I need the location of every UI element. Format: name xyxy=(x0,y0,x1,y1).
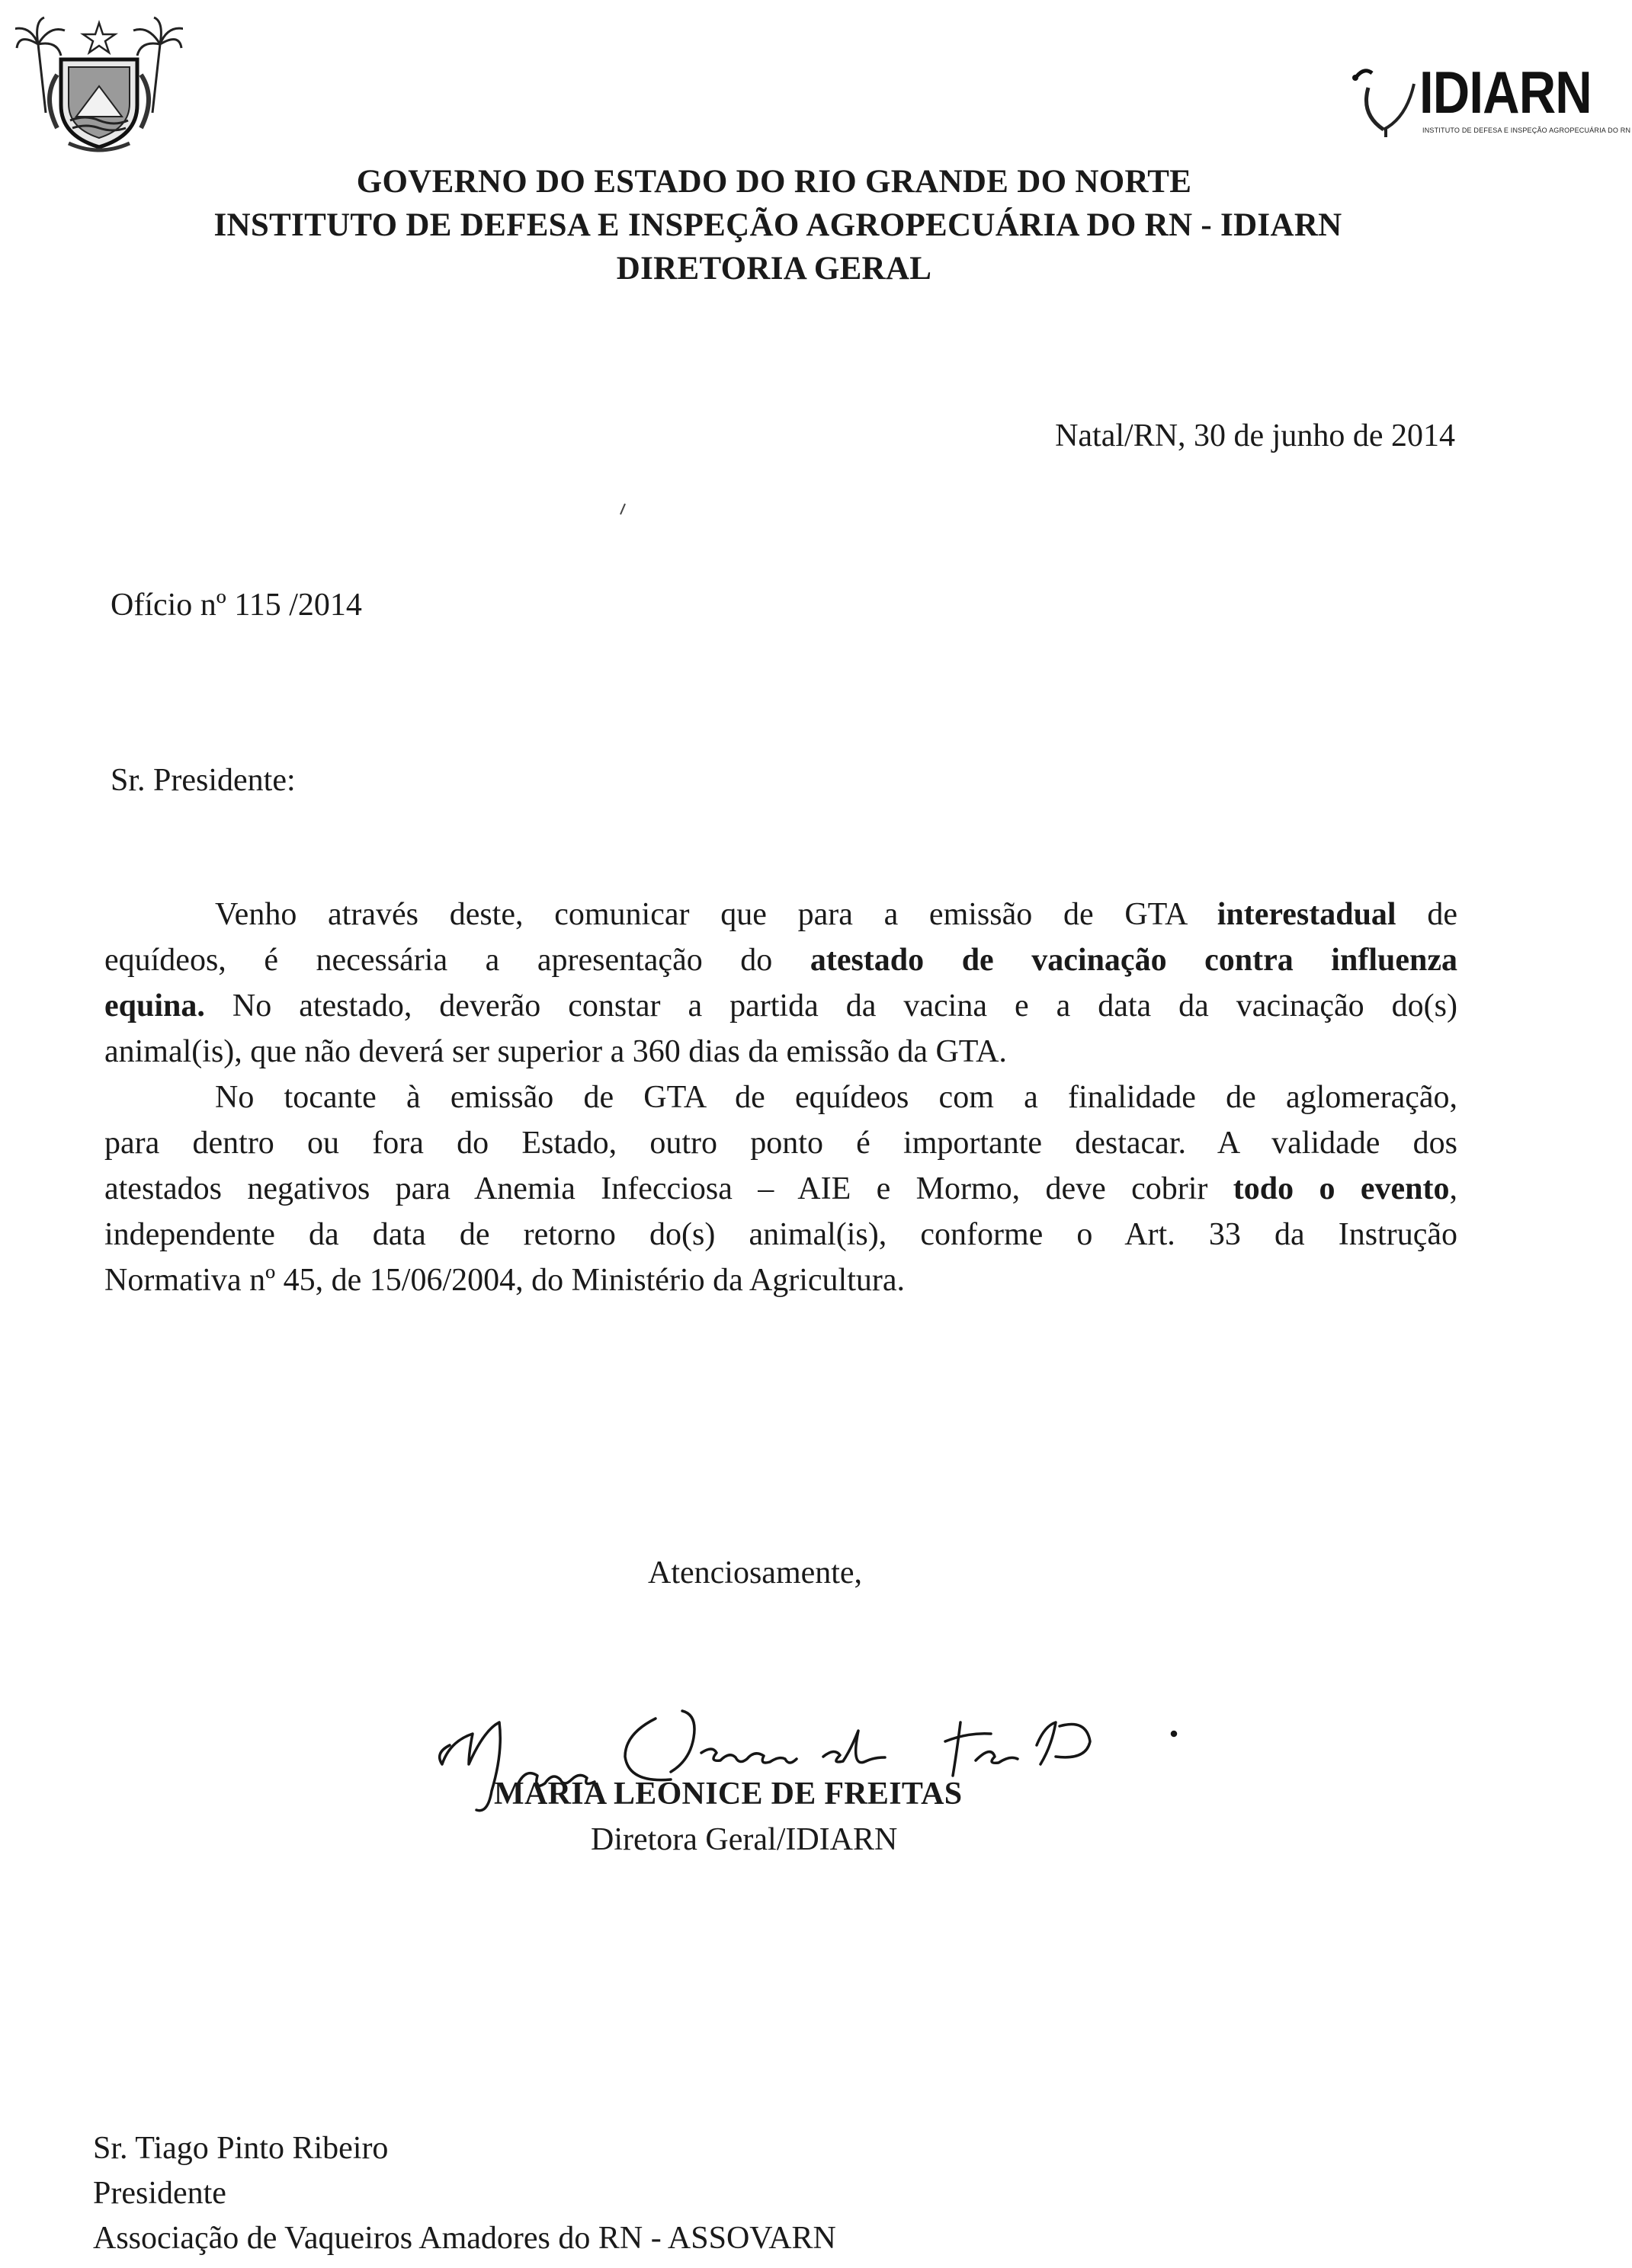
p1-line-1: Venho através deste, comunicar que para a emissão de GTA interestadual de xyxy=(215,897,1457,932)
recipient-block xyxy=(93,2126,836,2261)
p2-line-5: Normativa nº 45, de 15/06/2004, do Ministério da Agricultura. xyxy=(104,1263,906,1298)
header-institute: INSTITUTO DE DEFESA E INSPEÇÃO AGROPECUÁRIA DO RN - IDIARN xyxy=(213,207,1342,243)
header-government: GOVERNO DO ESTADO DO RIO GRANDE DO NORTE xyxy=(356,164,1192,200)
p2-line-2: para dentro ou fora do Estado, outro ponto é importante destacar. A validade dos xyxy=(104,1126,1457,1161)
stray-pen-mark xyxy=(619,503,627,515)
coat-of-arms-logo xyxy=(15,14,183,159)
recipient-name: Sr. Tiago Pinto Ribeiro xyxy=(93,2131,389,2166)
closing: Atenciosamente, xyxy=(648,1555,863,1590)
idiarn-wordmark: IDIARN xyxy=(1419,59,1592,126)
p1-line-2: equídeos, é necessária a apresentação do atestado de vacinação contra influenza xyxy=(104,943,1457,978)
recipient-organization: Associação de Vaqueiros Amadores do RN - ASSOVARN xyxy=(93,2221,836,2256)
p1-line-4: animal(is), que não deverá ser superior a 360 dias da emissão da GTA. xyxy=(104,1034,1007,1069)
letter-body xyxy=(104,892,1457,1303)
signer-name: MARIA LEONICE DE FREITAS xyxy=(494,1776,963,1812)
recipient-role: Presidente xyxy=(93,2176,226,2211)
salutation: Sr. Presidente: xyxy=(111,763,296,798)
header-department: DIRETORIA GERAL xyxy=(616,251,932,287)
p2-line-3: atestados negativos para Anemia Infecciosa – AIE e Mormo, deve cobrir todo o evento, xyxy=(104,1171,1457,1206)
letter-date: Natal/RN, 30 de junho de 2014 xyxy=(1055,418,1455,453)
signer-title: Diretora Geral/IDIARN xyxy=(591,1822,898,1857)
p1-line-3: equina. No atestado, deverão constar a partida da vacina e a data da vacinação do(s) xyxy=(104,988,1457,1023)
idiarn-tagline: INSTITUTO DE DEFESA E INSPEÇÃO AGROPECUÁRIA DO RN xyxy=(1422,127,1631,134)
oficio-number: Ofício nº 115 /2014 xyxy=(111,588,362,623)
idiarn-logo xyxy=(1349,53,1631,145)
idiarn-leaf-icon xyxy=(1349,61,1418,137)
letterhead xyxy=(0,160,1632,290)
p2-line-4: independente da data de retorno do(s) animal(is), conforme o Art. 33 da Instrução xyxy=(104,1217,1457,1252)
p2-line-1: No tocante à emissão de GTA de equídeos com a finalidade de aglomeração, xyxy=(215,1080,1457,1115)
